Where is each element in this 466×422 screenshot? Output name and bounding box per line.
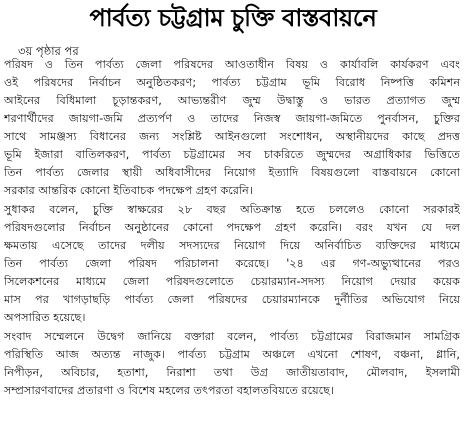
body-line: নিপীড়ন, অবিচার, হতাশা, নিরাশা তথা উগ্র জাতীয়তাবাদ, মৌলবাদ, ইসলামী: [4, 366, 460, 379]
body-line: শরণার্থীদের জায়গা-জমি প্রত্যর্পণ ও তাদের নিজস্ব জায়গা-জমিতে পুনর্বাসন, চুক্তির: [4, 112, 460, 125]
body-line: ভূমি ইজারা বাতিলকরণ, পার্বত্য চট্টগ্রামের সব চাকরিতে জুম্মদের অগ্রাধিকার ভিত্তিতে: [4, 148, 460, 161]
body-line: আইনের বিধিমালা চূড়ান্তকরণ, আভ্যন্তরীণ জুম্ম উদ্বাস্তু ও ভারত প্রত্যাগত জুম্ম: [4, 94, 460, 107]
body-line: তিন পার্বত্য জেলা পরিষদ পরিচালনা করেছে। '২৪ এর গণ-অভ্যুত্থানের পরও: [4, 257, 460, 270]
body-line: সাথে সামঞ্জস্য বিধানের জন্য সংশ্লিষ্ট আইনগুলো সংশোধন, অস্থানীয়দের কাছে প্রদত্ত: [4, 130, 460, 143]
body-line: ক্ষমতায় এসেছে তাদের দলীয় সদস্যদের নিয়োগ দিয়ে অনির্বাচিত ব্যক্তিদের মাধ্যমে: [4, 239, 460, 252]
body-line: সরকার আন্তরিক কোনো ইতিবাচক পদক্ষেপ গ্রহণ করেনি।: [4, 184, 253, 197]
body-line: সিলেকশনের মাধ্যমে জেলা পরিষদগুলোতে চেয়ারম্যান-সদস্য নিয়োগ দেয়ার কয়েক: [4, 275, 460, 288]
body-line: পরিষদ ও তিন পার্বত্য জেলা পরিষদের আওতাধীন বিষয় ও কার্যাবলি কার্যকরণ এবং: [4, 58, 460, 71]
body-line: তিন পার্বত্য জেলার স্থায়ী অধিবাসীদের নিয়োগ ইত্যাদি বিষয়গুলো বাস্তবায়নে কোনো: [4, 166, 460, 179]
body-line: সম্প্রসারণবাদের প্রতারণা ও বিশেষ মহলের তৎপরতা বহালতবিয়তে রয়েছে।: [4, 384, 334, 397]
continued-from-page-note: ৩য় পৃষ্ঠার পর: [18, 44, 79, 58]
body-line: পরিষদগুলোর নির্বাচন অনুষ্ঠানের কোনো পদক্ষেপ গ্রহণ করেনি। বরং যখন যে দল: [4, 221, 460, 234]
body-line: সুধাকর বলেন, চুক্তি স্বাক্ষরের ২৮ বছর অতিক্রান্ত হতে চললেও কোনো সরকারই: [4, 203, 460, 216]
article-headline: পার্বত্য চট্টগ্রাম চুক্তি বাস্তবায়নে: [89, 4, 377, 32]
body-line: পরিস্থিতি আজ অত্যন্ত নাজুক। পার্বত্য চট্টগ্রাম অঞ্চলে এখনো শোষণ, বঞ্চনা, গ্লানি,: [4, 348, 460, 361]
body-line: সংবাদ সম্মেলনে উদ্বেগ জানিয়ে বক্তারা বলেন, পার্বত্য চট্টগ্রামের বিরাজমান সামগ্রিক: [4, 330, 460, 343]
body-line: অপসারিত হয়েছে।: [4, 311, 86, 324]
body-line: ওই পরিষদের নির্বাচন অনুষ্ঠিতকরণ; পার্বত্য চট্টগ্রাম ভূমি বিরোধ নিষ্পত্তি কমিশন: [4, 76, 460, 89]
body-line: মাস পর খাগড়াছড়ি পার্বত্য জেলা পরিষদের চেয়ারম্যানকে দুর্নীতির অভিযোগ নিয়ে: [4, 293, 460, 306]
